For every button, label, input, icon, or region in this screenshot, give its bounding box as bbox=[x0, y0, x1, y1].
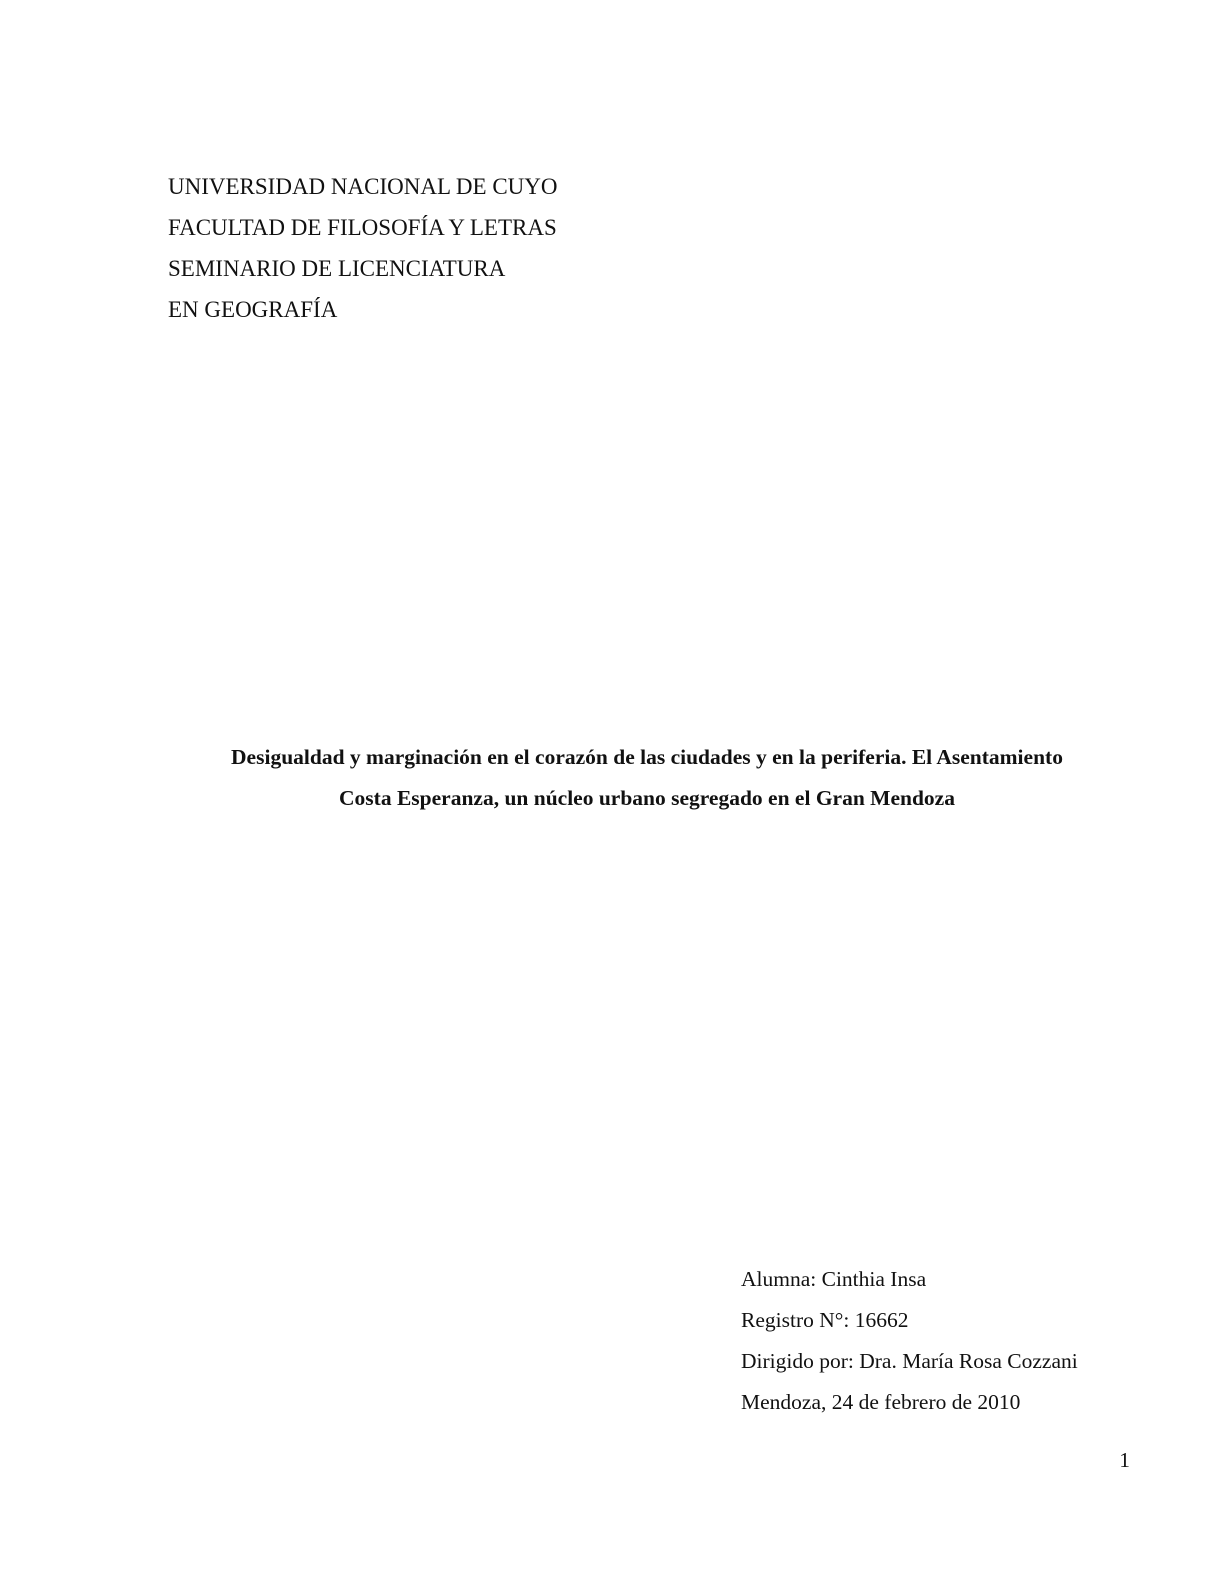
faculty-name: FACULTAD DE FILOSOFÍA Y LETRAS bbox=[168, 215, 557, 240]
place-and-date: Mendoza, 24 de febrero de 2010 bbox=[741, 1390, 1021, 1414]
university-name: UNIVERSIDAD NACIONAL DE CUYO bbox=[168, 174, 558, 199]
author-info bbox=[741, 1259, 1201, 1423]
seminar-name: SEMINARIO DE LICENCIATURA bbox=[168, 256, 506, 281]
institution-header bbox=[168, 166, 868, 330]
thesis-title-line-2: Costa Esperanza, un núcleo urbano segregado en el Gran Mendoza bbox=[339, 786, 955, 810]
thesis-title bbox=[150, 737, 1144, 819]
page-number: 1 bbox=[1119, 1448, 1130, 1472]
thesis-director: Dirigido por: Dra. María Rosa Cozzani bbox=[741, 1349, 1078, 1373]
registration-number: Registro N°: 16662 bbox=[741, 1308, 909, 1332]
student-name: Alumna: Cinthia Insa bbox=[741, 1267, 927, 1291]
discipline-name: EN GEOGRAFÍA bbox=[168, 297, 338, 322]
thesis-title-line-1: Desigualdad y marginación en el corazón de las ciudades y en la periferia. El Asentamiento bbox=[231, 745, 1063, 769]
